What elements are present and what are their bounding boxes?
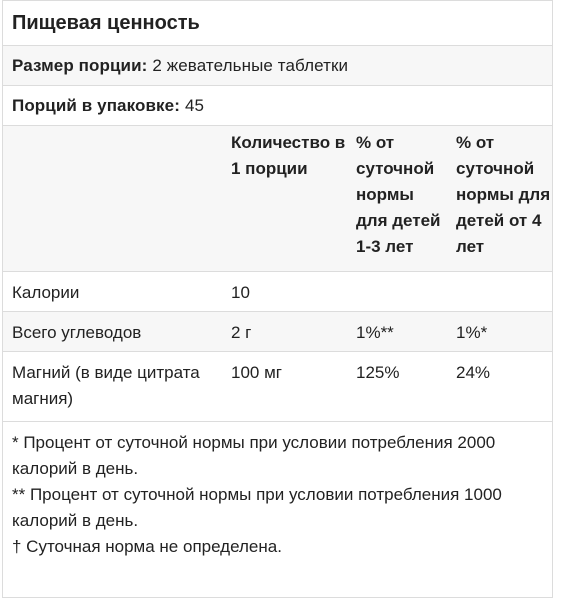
servings-per-container-label: Порций в упаковке: (12, 95, 180, 115)
table-row (3, 352, 552, 422)
nutrient-name: Калории (12, 283, 80, 302)
table-header-row (3, 126, 552, 272)
footnote-2000-kcal: * Процент от суточной нормы при условии потребления 2000 калорий в день. (12, 433, 496, 478)
nutrient-dv-4: 24% (456, 363, 491, 382)
header-dv-children-4: % от суточной нормы для детей от 4 лет (456, 133, 551, 256)
nutrient-amount: 2 г (231, 323, 252, 342)
footnotes (3, 422, 552, 560)
nutrient-name: Всего углеводов (12, 323, 142, 342)
serving-size-value: 2 жевательные таблетки (152, 55, 349, 75)
nutrition-facts-panel (2, 0, 553, 598)
serving-size-label: Размер порции: (12, 55, 148, 75)
servings-per-container-value: 45 (184, 95, 205, 115)
panel-title: Пищевая ценность (3, 1, 552, 46)
footnote-dv-not-established: † Суточная норма не определена. (12, 537, 282, 556)
nutrient-dv-1-3: 1%** (356, 323, 394, 342)
header-amount: Количество в 1 порции (231, 133, 346, 178)
nutrient-dv-1-3: 125% (356, 363, 400, 382)
nutrient-amount: 100 мг (231, 363, 282, 382)
header-dv-children-1-3: % от суточной нормы для детей 1-3 лет (356, 133, 441, 256)
table-row (3, 272, 552, 312)
nutrient-amount: 10 (231, 283, 250, 302)
nutrient-name: Магний (в виде цитрата магния) (12, 363, 200, 408)
nutrient-dv-4 (447, 280, 552, 306)
header-empty-cell (3, 130, 222, 260)
servings-per-container-row (3, 86, 552, 126)
serving-size-row (3, 46, 552, 86)
nutrient-dv-4: 1%* (456, 323, 488, 342)
footnote-1000-kcal: ** Процент от суточной нормы при условии потребления 1000 калорий в день. (12, 485, 502, 530)
table-row (3, 312, 552, 352)
nutrient-dv-1-3 (347, 280, 447, 306)
